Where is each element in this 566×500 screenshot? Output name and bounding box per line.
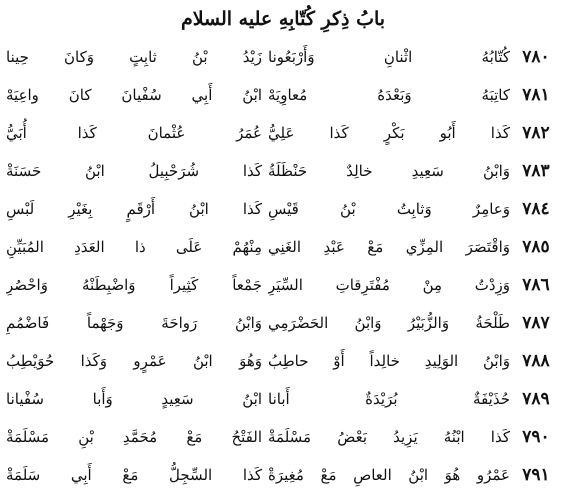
- verse-number: ٧٨٨: [522, 351, 550, 371]
- verse-first-hemistich: وَعامِرٌ وَثابِتُ بْنُ قَيْسِ: [268, 200, 510, 218]
- verse-row: [0, 38, 566, 76]
- verse-number: ٧٩١: [522, 465, 550, 485]
- verse-list: [0, 38, 566, 494]
- verse-row: [0, 76, 566, 114]
- verse-first-hemistich: وَزِدْتُ مِنْ مُفْتَرِقاتِ السِّيَرِ: [268, 276, 510, 294]
- verse-second-hemistich: زَيْدُ بْنُ ثابِتٍ وَكانَ حِينا: [6, 48, 262, 66]
- verse-number: ٧٨٢: [522, 123, 550, 143]
- verse-row: [0, 190, 566, 228]
- verse-second-hemistich: مِنْهُمْ عَلَى ذا العَدَدِ المُبَيِّنِ: [6, 238, 262, 256]
- verse-row: [0, 342, 566, 380]
- verse-second-hemistich: ابْنُ أَبِي سُفْيانَ كانَ واعِيَهْ: [6, 86, 262, 104]
- verse-second-hemistich: الفَتْحُ مَعْ مُحَمَّدِ بْنِ مَسْلَمَةْ: [6, 428, 262, 446]
- verse-row: [0, 418, 566, 456]
- verse-row: [0, 228, 566, 266]
- verse-second-hemistich: ابْنُ سَعِيدٍ وَأَبا سُفْيانا: [6, 390, 262, 408]
- verse-number: ٧٨٠: [522, 47, 550, 67]
- verse-number: ٧٨٧: [522, 313, 550, 333]
- verse-first-hemistich: كاتِبَهُ وَبَعْدَهُ مُعاوِيَهْ: [268, 86, 510, 104]
- verse-row: [0, 380, 566, 418]
- verse-number: ٧٨١: [522, 85, 550, 105]
- verse-second-hemistich: عُمَرُ عُثْمانَ كَذا أُبَيُّ: [6, 124, 262, 142]
- verse-first-hemistich: كَذا ابْنُهُ يَزِيدُ بَعْضُ مَسْلَمَةْ: [268, 428, 510, 446]
- verse-number: ٧٨٥: [522, 237, 550, 257]
- verse-row: [0, 152, 566, 190]
- verse-number: ٧٨٣: [522, 161, 550, 181]
- verse-number: ٧٩٠: [522, 427, 550, 447]
- verse-first-hemistich: وَابْنُ سَعِيدِ خالِدٌ حَنْظَلَةُ: [268, 162, 510, 180]
- verse-row: [0, 456, 566, 494]
- verse-second-hemistich: كَذا شُرَحْبِيلُ ابْنُ حَسَنَةْ: [6, 162, 262, 180]
- verse-row: [0, 304, 566, 342]
- verse-row: [0, 266, 566, 304]
- verse-first-hemistich: وَابْنُ الوَلِيدِ خالِداً أَوْ حاطِبُ: [268, 352, 510, 370]
- verse-second-hemistich: كَذا ابْنُ أَرْقَمٍ بِغَيْرِ لَبْسِ: [6, 200, 262, 218]
- verse-number: ٧٨٤: [522, 199, 550, 219]
- verse-first-hemistich: عَمْرُو هُوَ ابْنُ العاصِ مَعْ مُغِيرَةْ: [268, 466, 510, 484]
- verse-second-hemistich: وَابْنُ رَواحَةَ وَجَهْماً فَاضْمُمِ: [6, 314, 262, 332]
- chapter-heading: بابُ ذِكرِ كُتّابِهِ عليه السلام: [180, 8, 386, 30]
- verse-first-hemistich: وَاقْتَصَرَ المِزِّي مَعْ عَبْدِ الغَنِي: [268, 238, 510, 256]
- verse-number: ٧٨٩: [522, 389, 550, 409]
- verse-row: [0, 114, 566, 152]
- verse-number: ٧٨٦: [522, 275, 550, 295]
- verse-first-hemistich: كَذا أَبُو بَكْرٍ كَذا عَلِيُّ: [268, 124, 510, 142]
- verse-first-hemistich: حُذَيْفَةٌ بُرَيْدَةٌ أَبانا: [268, 390, 510, 408]
- verse-second-hemistich: جَمْعاً كَثِيراً وَاضْبِطَنْهُ وَاحْصُرِ: [6, 276, 262, 294]
- verse-first-hemistich: طَلْحَةُ وَالزُّبَيْرُ وَابْنُ الحَضْرَمِي: [268, 314, 510, 332]
- verse-second-hemistich: كَذا السِّجِلُّ مَعْ أَبِي سَلَمَةْ: [6, 466, 262, 484]
- verse-second-hemistich: وَهُوَ ابْنُ عَمْرٍو وَكَذا حُوَيْطِبُ: [6, 352, 262, 370]
- verse-first-hemistich: كُتّابُهُ اثْنانِ وَأَرْبَعُونا: [268, 48, 510, 66]
